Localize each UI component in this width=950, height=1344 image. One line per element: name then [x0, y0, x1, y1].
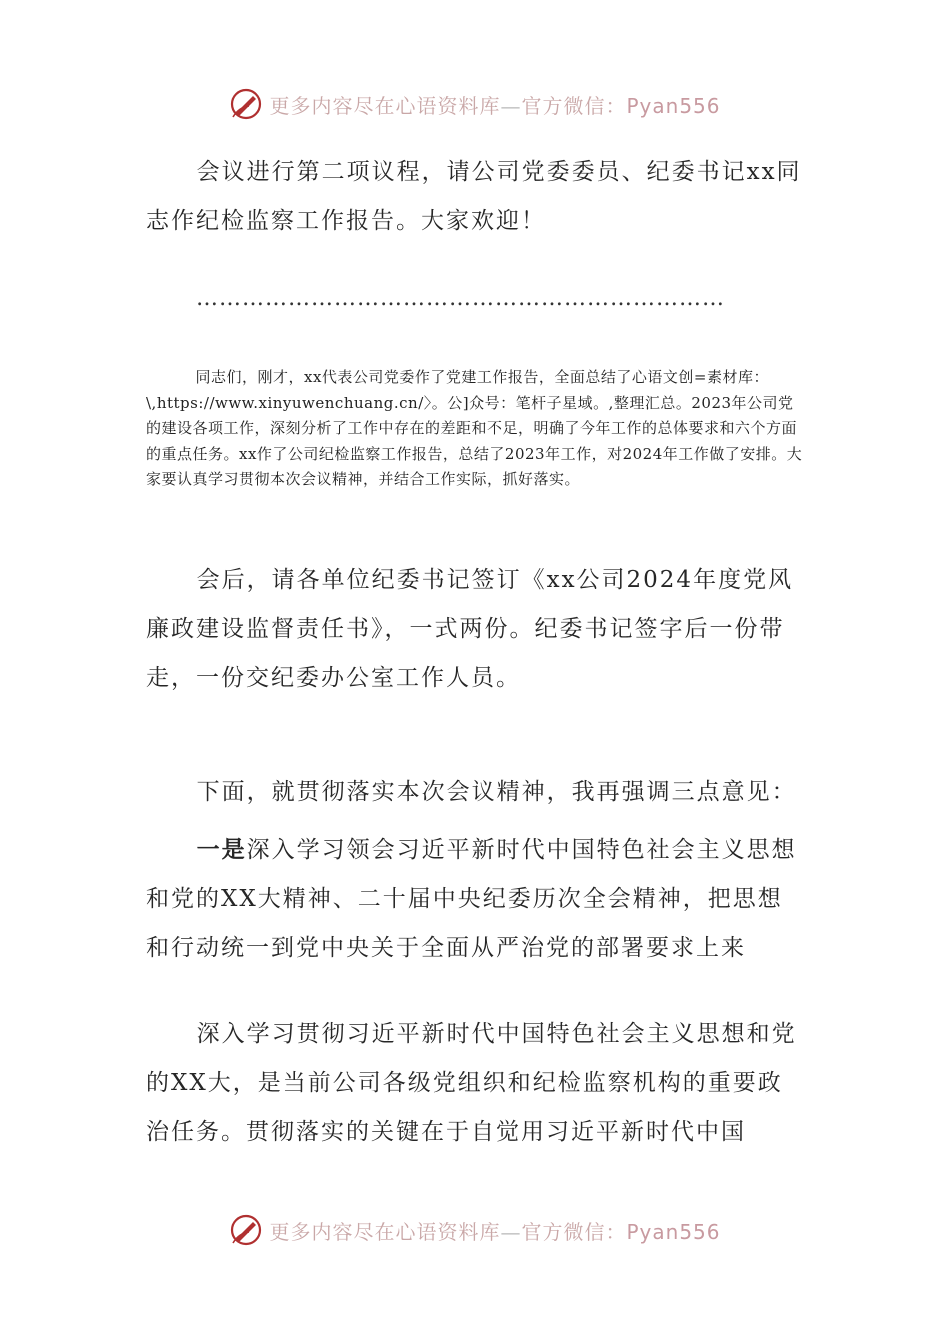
paragraph-study: 深入学习贯彻习近平新时代中国特色社会主义思想和党的XX大，是当前公司各级党组织和纪检监察机构的重要政治任务。贯彻落实的关键在于自觉用习近平新时代中国	[146, 1021, 797, 1145]
paragraph-signing: 会后，请各单位纪委书记签订《xx公司2024年度党风廉政建设监督责任书》，一式两份。纪委书记签字后一份带走，一份交纪委办公室工作人员。	[146, 567, 794, 691]
banner-text: 更多内容尽在心语资料库—官方微信：Pyan556	[269, 93, 721, 118]
paragraph-point-one	[146, 826, 806, 973]
point-one-lead: 一是	[196, 837, 247, 863]
point-one-text: 深入学习领会习近平新时代中国特色社会主义思想和党的XX大精神、二十届中央纪委历次全会精神，把思想和行动统一到党中央关于全面从严治党的部署要求上来	[146, 837, 797, 961]
ellipsis-divider: ……………………………………………………………	[196, 286, 725, 311]
banner-text: 更多内容尽在心语资料库—官方微信：Pyan556	[269, 1219, 721, 1244]
pen-logo-icon	[229, 1213, 263, 1247]
paragraph-agenda: 会议进行第二项议程，请公司党委委员、纪委书记xx同志作纪检监察工作报告。大家欢迎！	[146, 159, 802, 234]
paragraph-three-points: 下面，就贯彻落实本次会议精神，我再强调三点意见：	[196, 779, 797, 805]
footer-banner	[0, 1210, 950, 1250]
header-banner	[0, 84, 950, 124]
paragraph-summary: 同志们，刚才，xx代表公司党委作了党建工作报告，全面总结了心语文创=素材库：\,https://www.xinyuwenchuang.cn/〉。公]众号：笔杆子星域。,整理汇总。2023年公司党的建设各项工作，深刻分析了工作中存在的差距和不足，明确了今年工作的总体要求和六个方面的重点任务。xx作了公司纪检监察工作报告，总结了2023年工作，对2024年工作做了安排。大家要认真学习贯彻本次会议精神，并结合工作实际，抓好落实。	[146, 368, 803, 488]
pen-logo-icon	[229, 87, 263, 121]
